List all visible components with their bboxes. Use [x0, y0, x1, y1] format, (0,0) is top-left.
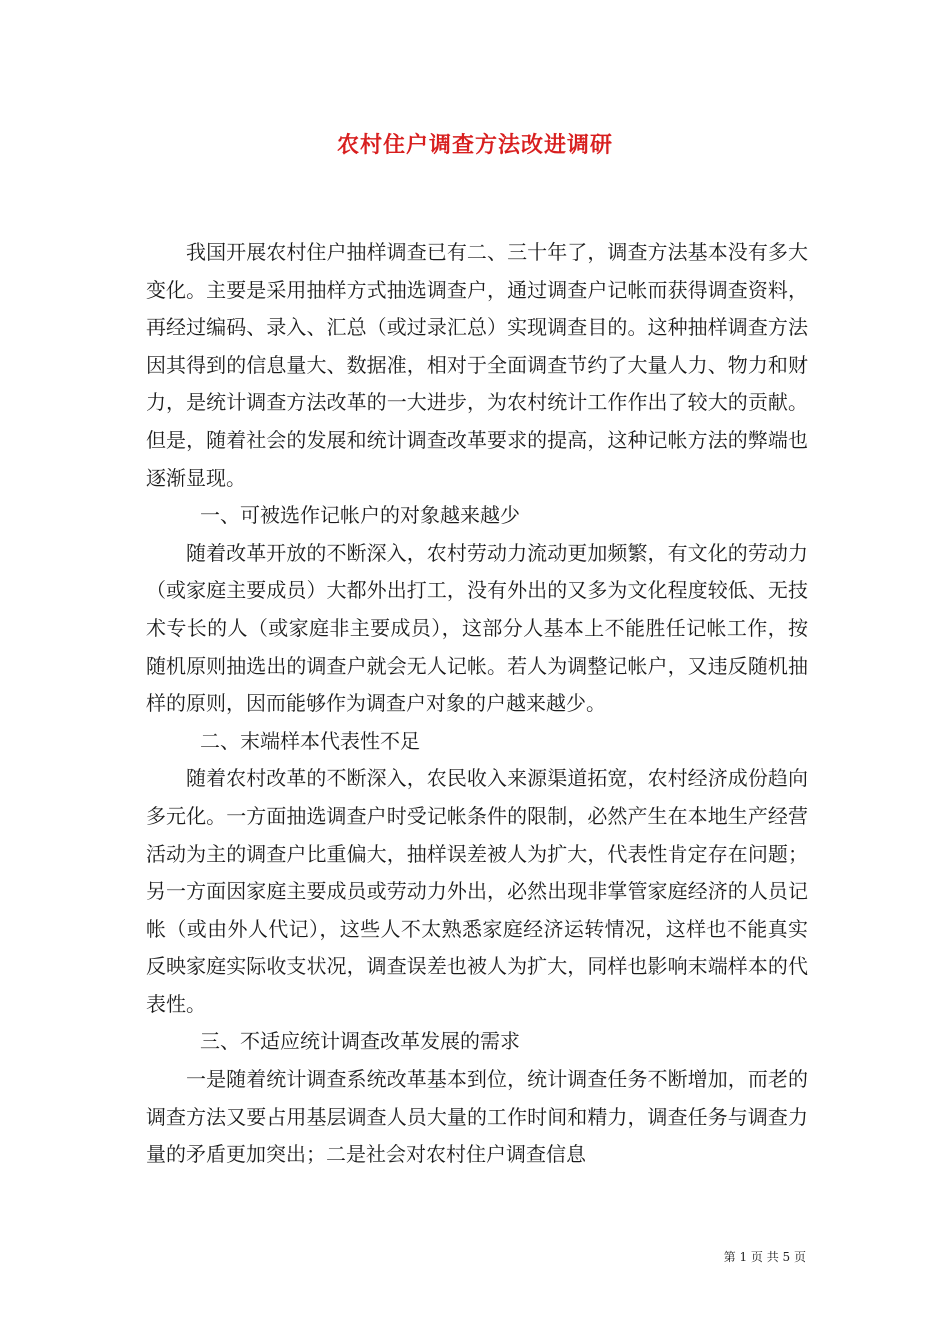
page-number-footer: 第 1 页 共 5 页 [723, 1250, 806, 1264]
document-title: 农村住户调查方法改进调研 [336, 132, 613, 158]
section-paragraph-3: 一是随着统计调查系统改革基本到位，统计调查任务不断增加，而老的调查方法又要占用基层调查人员大量的工作时间和精力，调查任务与调查力量的矛盾更加突出；二是社会对农村住户调查信息 [146, 1067, 808, 1167]
document-body [146, 234, 808, 1174]
intro-paragraph: 我国开展农村住户抽样调查已有二、三十年了，调查方法基本没有多大变化。主要是采用抽样方式抽选调查户，通过调查户记帐而获得调查资料，再经过编码、录入、汇总（或过录汇总）实现调查目的。这种抽样调查方法因其得到的信息量大、数据准，相对于全面调查节约了大量人力、物力和财力，是统计调查方法改革的一大进步，为农村统计工作作出了较大的贡献。但是，随着社会的发展和统计调查改革要求的提高，这种记帐方法的弊端也逐渐显现。 [146, 240, 808, 490]
section-heading-2: 二、末端样本代表性不足 [200, 728, 420, 753]
section-heading-1: 一、可被选作记帐户的对象越来越少 [200, 503, 520, 528]
section-paragraph-2: 随着农村改革的不断深入，农民收入来源渠道拓宽，农村经济成份趋向多元化。一方面抽选调查户时受记帐条件的限制，必然产生在本地生产经营活动为主的调查户比重偏大，抽样误差被人为扩大，代表性肯定存在问题；另一方面因家庭主要成员或劳动力外出，必然出现非掌管家庭经济的人员记帐（或由外人代记），这些人不太熟悉家庭经济运转情况，这样也不能真实反映家庭实际收支状况，调查误差也被人为扩大，同样也影响末端样本的代表性。 [146, 766, 808, 1016]
section-paragraph-1: 随着改革开放的不断深入，农村劳动力流动更加频繁，有文化的劳动力（或家庭主要成员）大都外出打工，没有外出的又多为文化程度较低、无技术专长的人（或家庭非主要成员），这部分人基本上不能胜任记帐工作，按随机原则抽选出的调查户就会无人记帐。若人为调整记帐户，又违反随机抽样的原则，因而能够作为调查户对象的户越来越少。 [146, 540, 808, 716]
section-heading-3: 三、不适应统计调查改革发展的需求 [200, 1029, 520, 1054]
